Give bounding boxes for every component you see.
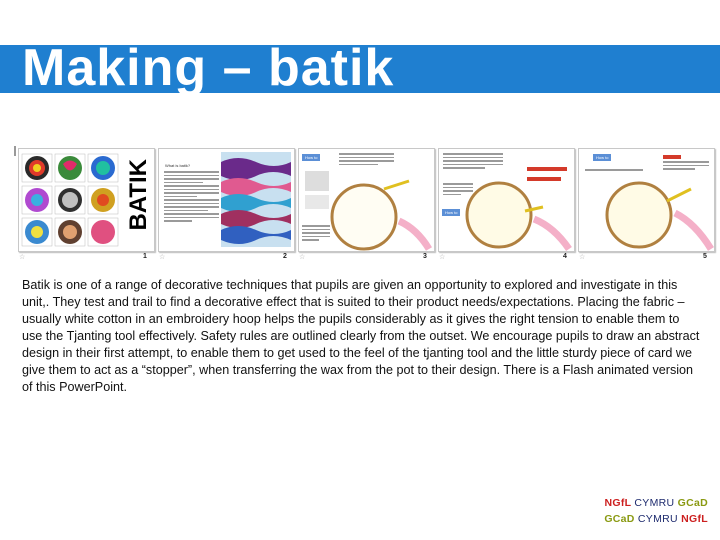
thumbnail-number: 4 (563, 253, 567, 260)
thumbnail-star-icon: ☆ (579, 253, 586, 261)
thumbnail-text-lines (339, 153, 394, 167)
gcad-cymru-logo (604, 513, 708, 525)
thumbnail-heading: What is batik? (165, 163, 191, 168)
logo-text: GCaD (677, 497, 708, 509)
thumbnail-star-icon: ☆ (19, 253, 26, 261)
logo-text: NGfL (604, 497, 632, 509)
thumbnail-number: 1 (143, 253, 147, 260)
thumbnail-number: 3 (423, 253, 427, 260)
logo-text: GCaD (604, 513, 635, 525)
embroidery-hoop-image (439, 149, 574, 251)
thumbnail-star-icon: ☆ (299, 253, 306, 261)
slide-thumbnail-5[interactable] (578, 148, 715, 252)
thumbnail-star-icon: ☆ (159, 253, 166, 261)
thumbnail-text-lines (443, 183, 473, 197)
how-to-banner: How to (593, 154, 611, 161)
logo-text: CYMRU (634, 497, 675, 509)
embroidery-hoop-image (579, 149, 714, 251)
slide-thumbnail-2[interactable] (158, 148, 295, 252)
how-to-banner: How to (302, 154, 320, 161)
slide-description: Batik is one of a range of decorative techniques that pupils are given an opportunity to explored and investigate in this unit,. They test and trail to find a decorative effect that is suited to their product needs/expectations. Placing the fabric – usually white cotton in an embroidery hoop helps the pupils considerably as it gives the right tension to enable them to use the Tjanting tool effectively. Safety rules are outlined clearly from the outset. We encourage pupils to draw an abstract design in their first attempt, to enable them to get used to the feel of the tjanting tool and the little sturdy piece of card we give them to act as a “stopper”, when transferring the wax from the pot to their design. There is a Flash animated version of this PowerPoint. (22, 278, 700, 394)
thumbnail-number: 5 (703, 253, 707, 260)
batik-vertical-label: BATIK (125, 159, 152, 231)
slide-thumbnail-1[interactable] (18, 148, 155, 252)
slide-thumbnail-3[interactable] (298, 148, 435, 252)
thumbnail-text-lines (164, 171, 219, 224)
thumbnail-text-lines (302, 225, 330, 243)
batik-fabric-image (221, 152, 291, 247)
slide-title: Making – batik (22, 39, 395, 97)
thumbnail-number: 2 (283, 253, 287, 260)
strip-marker (14, 146, 16, 156)
logo-text: NGfL (681, 513, 708, 525)
how-to-banner: How to (442, 209, 460, 216)
logo-text: CYMRU (637, 513, 678, 525)
slide-thumbnail-4[interactable] (438, 148, 575, 252)
ngfl-cymru-logo (605, 497, 708, 509)
thumbnail-star-icon: ☆ (439, 253, 446, 261)
